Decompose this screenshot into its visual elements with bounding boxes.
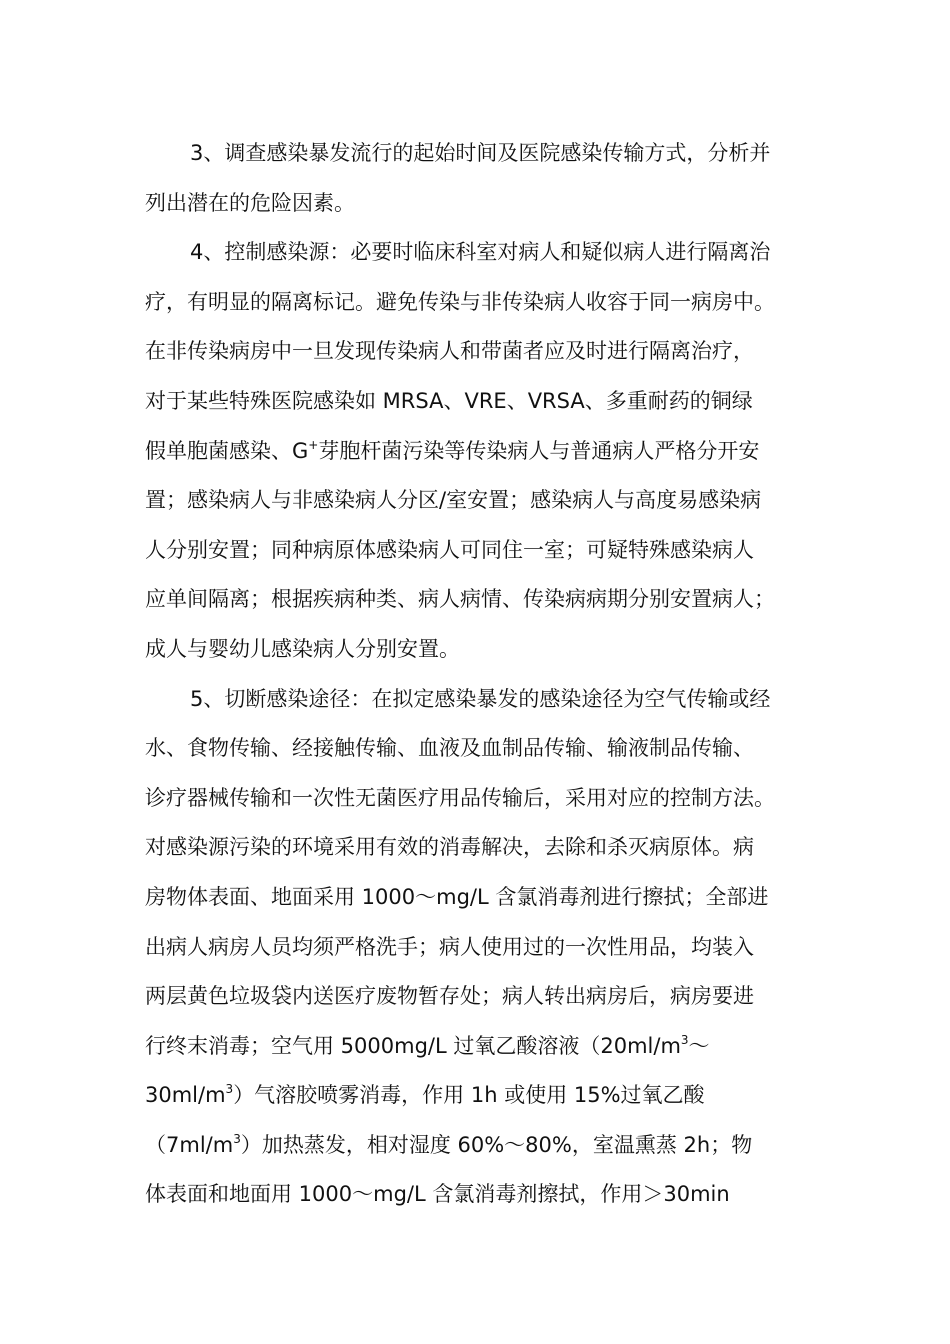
text-line: 5、切断感染途径：在拟定感染暴发的感染途径为空气传输或经 (190, 686, 771, 711)
text-segment: ）气溶胶喷雾消毒，作用 1h 或使用 15%过氧乙酸 (233, 1083, 705, 1108)
body-text (145, 133, 815, 1224)
text-line: 对感染源污染的环境采用有效的消毒解决，去除和杀灭病原体。病 (145, 835, 754, 860)
text-line: 3、调查感染暴发流行的起始时间及医院感染传输方式，分析并 (190, 141, 771, 165)
text-line: 成人与婴幼儿感染病人分别安置。 (145, 636, 460, 661)
text-line: 出病人病房人员均须严格洗手；病人使用过的一次性用品，均装入 (145, 934, 754, 959)
text-segment: （7ml/m (145, 1132, 234, 1157)
text-line: 两层黄色垃圾袋内送医疗废物暂存处；病人转出病房后，病房要进 (145, 984, 754, 1009)
text-line: 应单间隔离；根据疾病种类、病人病情、传染病病期分别安置病人； (145, 587, 775, 612)
text-line: 对于某些特殊医院感染如 MRSA、VRE、VRSA、多重耐药的铜绿 (145, 388, 753, 413)
text-line: 置；感染病人与非感染病人分区/室安置；感染病人与高度易感染病 (145, 488, 762, 513)
superscript: 3 (680, 1032, 689, 1047)
text-segment: 芽胞杆菌污染等传染病人与普通病人严格分开安 (318, 438, 760, 463)
text-line: 体表面和地面用 1000～mg/L 含氯消毒剂擦拭，作用＞30min (145, 1182, 730, 1207)
text-line (145, 1125, 815, 1175)
text-line: 4、控制感染源：必要时临床科室对病人和疑似病人进行隔离治 (190, 240, 771, 265)
text-line (145, 1075, 815, 1125)
text-line: 列出潜在的危险因素。 (145, 190, 355, 215)
text-segment: ）加热蒸发，相对湿度 60%～80%，室温熏蒸 2h；物 (240, 1132, 753, 1157)
text-line: 诊疗器械传输和一次性无菌医疗用品传输后，采用对应的控制方法。 (145, 785, 775, 810)
text-line: 房物体表面、地面采用 1000～mg/L 含氯消毒剂进行擦拭；全部进 (145, 884, 769, 909)
text-line: 人分别安置；同种病原体感染病人可同住一室；可疑特殊感染病人 (145, 537, 754, 562)
text-line (145, 1026, 815, 1076)
text-segment: ～ (688, 1033, 710, 1058)
text-segment: 30ml/m (145, 1083, 226, 1108)
text-segment: 行终末消毒；空气用 5000mg/L 过氧乙酸溶液（20ml/m (145, 1033, 681, 1058)
text-line (145, 431, 815, 481)
text-line: 疗，有明显的隔离标记。避免传染与非传染病人收容于同一病房中。 (145, 289, 775, 314)
superscript: 3 (225, 1082, 234, 1097)
superscript: + (308, 437, 319, 452)
text-line: 在非传染病房中一旦发现传染病人和带菌者应及时进行隔离治疗， (145, 339, 754, 364)
text-line: 水、食物传输、经接触传输、血液及血制品传输、输液制品传输、 (145, 736, 754, 761)
superscript: 3 (233, 1131, 241, 1146)
text-segment: 假单胞菌感染、G (145, 438, 309, 463)
